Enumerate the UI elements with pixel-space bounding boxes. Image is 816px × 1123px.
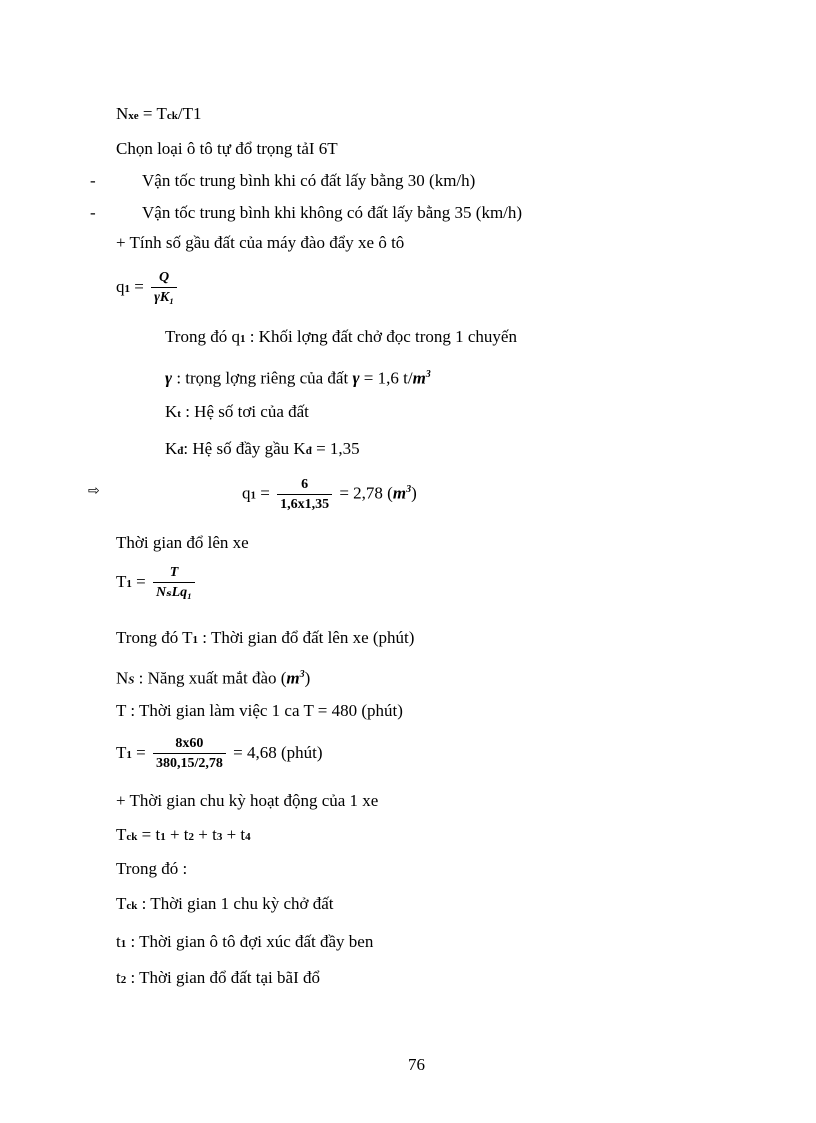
formula-q1-result: q1 = $\frac{6}{1,6x1,35}$ = 2,78 $(m^3)$ — [242, 476, 417, 512]
formula-t1-result: T1 = $\frac{8x60}{380,15/2,78}$ = 4,68 (phút) — [116, 736, 323, 771]
line-kt-definition: Kt : Hệ số tơi của đất — [165, 402, 309, 421]
line-truck-choice: Chọn loại ô tô tự đổ trọng tảI 6T — [116, 139, 338, 158]
line-loading-time-heading: Thời gian đổ lên xe — [116, 533, 249, 552]
fraction: $\frac{6}{1,6x1,35}$ — [277, 477, 332, 513]
formula-t1: T1 = $\frac{T}{\text{NₛLq₁}}$ — [116, 565, 198, 601]
line-q1-definition: Trong đó q1 : Khối lợng đất chở đọc trong 1 chuyến — [165, 327, 517, 346]
formula-q1: q1 = $\frac{Q}{\text{γK₁}}$ — [116, 270, 180, 306]
page-number: 76 — [408, 1055, 425, 1074]
line-speed-empty: Vận tốc trung bình khi không có đất lấy bằng 35 (km/h) — [142, 203, 523, 222]
line-shift-time: T : Thời gian làm việc 1 ca T = 480 (phút) — [116, 701, 403, 720]
line-gamma-definition: γ : trọng lợng riêng của đất γ = 1,6 $t/m^3$ — [165, 368, 431, 388]
line-ns-definition: NS : Năng xuất mắt đào $(m^3)$ — [116, 668, 311, 688]
fraction: $\frac{T}{\text{NₛLq₁}}$ — [153, 565, 195, 601]
line-t1-definition: Trong đó T1 : Thời gian đổ đất lên xe (phút) — [116, 628, 415, 647]
fraction: $\frac{8x60}{380,15/2,78}$ — [153, 736, 226, 772]
line-where: Trong đó : — [116, 859, 188, 878]
line-t1-wait-definition: t1 : Thời gian ô tô đợi xúc đất đầy ben — [116, 932, 374, 951]
bullet-dash: - — [90, 171, 96, 190]
line-speed-loaded: Vận tốc trung bình khi có đất lấy bằng 30 (km/h) — [142, 171, 476, 190]
line-nxe: Nxe = Tck/T1 — [116, 104, 202, 123]
line-kd-definition: Kđ: Hệ số đầy gầu Kđ = 1,35 — [165, 439, 360, 458]
bullet-dash: - — [90, 203, 96, 222]
line-cycle-time-heading: + Thời gian chu kỳ hoạt động của 1 xe — [116, 791, 379, 810]
line-bucket-count-heading: + Tính số gầu đất của máy đào đẩy xe ô tô — [116, 233, 405, 252]
line-tck-definition: Tck : Thời gian 1 chu kỳ chở đất — [116, 894, 334, 913]
implies-arrow-icon: ⇨ — [88, 483, 100, 499]
line-t2-definition: t2 : Thời gian đổ đất tại bãI đổ — [116, 968, 320, 987]
formula-tck: Tck = t1 + t2 + t3 + t4 — [116, 825, 251, 844]
fraction: $\frac{Q}{\text{γK₁}}$ — [151, 270, 177, 306]
